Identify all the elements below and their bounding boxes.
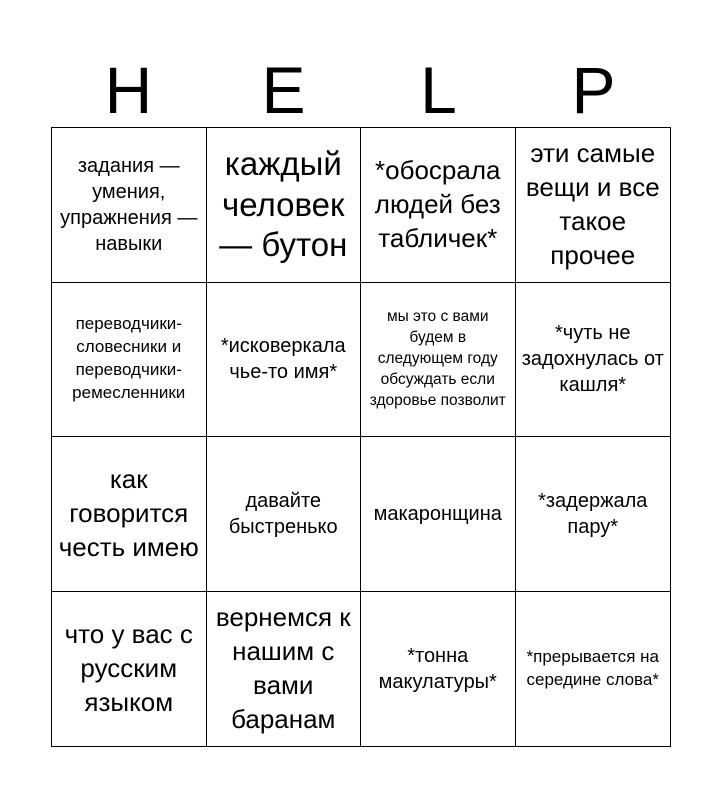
bingo-cell[interactable]: *тонна макулатуры* bbox=[361, 592, 516, 747]
bingo-cell[interactable]: макаронщина bbox=[361, 437, 516, 592]
bingo-cell[interactable]: каждый человек — бутон bbox=[207, 128, 362, 283]
bingo-cell[interactable]: *чуть не задохнулась от кашля* bbox=[516, 283, 671, 438]
bingo-cell[interactable]: *задержала пару* bbox=[516, 437, 671, 592]
bingo-cell[interactable]: *исковеркала чье-то имя* bbox=[207, 283, 362, 438]
bingo-cell[interactable]: *прерывается на середине слова* bbox=[526, 646, 659, 689]
header-letter-h: H bbox=[104, 53, 153, 127]
header-letter-p: P bbox=[571, 53, 616, 127]
bingo-cell[interactable]: мы это с вами будем в следующем году обсуждать если здоровье позволит bbox=[361, 283, 516, 438]
bingo-cell[interactable]: эти самые вещи и все такое прочее bbox=[516, 128, 671, 283]
bingo-board bbox=[51, 127, 671, 747]
bingo-cell[interactable]: переводчики-словесники и переводчики-ремесленники bbox=[52, 283, 207, 438]
bingo-cell[interactable]: вернемся к нашим с вами баранам bbox=[207, 592, 362, 747]
header-letter-l: L bbox=[420, 53, 457, 127]
bingo-cell[interactable]: *обосрала людей без табличек* bbox=[361, 128, 516, 283]
bingo-header bbox=[51, 52, 671, 128]
header-letter-e: E bbox=[261, 53, 306, 127]
bingo-cell[interactable]: что у вас с русским языком bbox=[52, 592, 207, 747]
bingo-cell[interactable]: задания — умения, упражнения — навыки bbox=[52, 128, 207, 283]
bingo-cell[interactable]: давайте быстренько bbox=[207, 437, 362, 592]
bingo-cell[interactable]: как говорится честь имею bbox=[52, 437, 207, 592]
